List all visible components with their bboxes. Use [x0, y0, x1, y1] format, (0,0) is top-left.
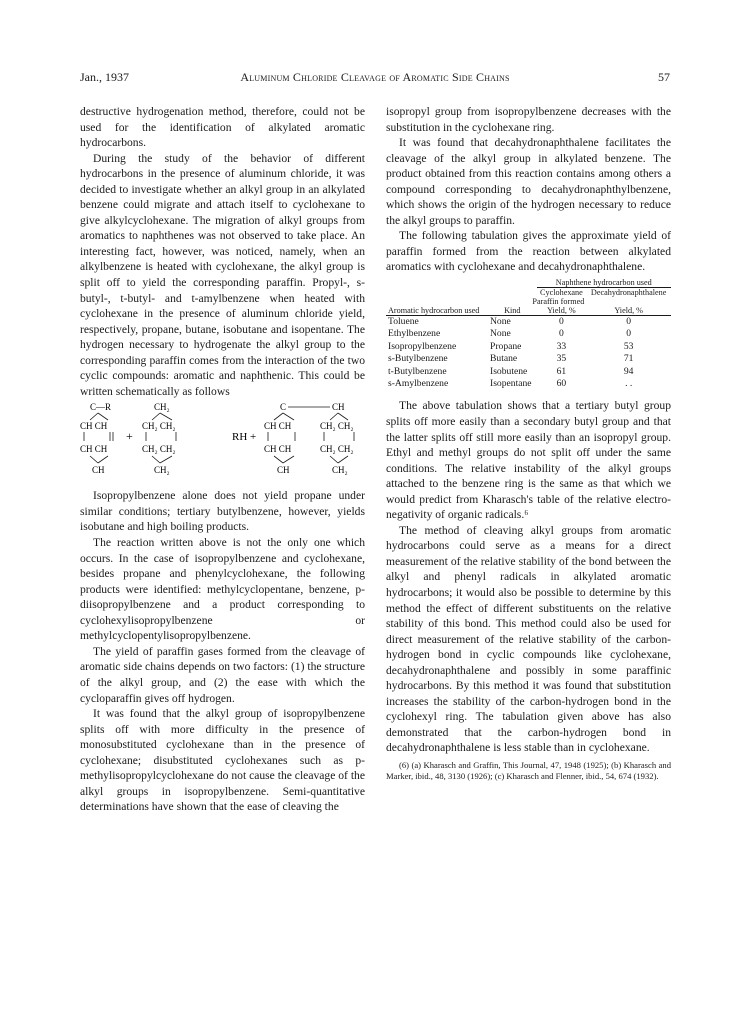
header-date: Jan., 1937: [80, 70, 129, 84]
table-body: [386, 316, 671, 391]
table-cell-kind: None: [490, 316, 511, 328]
plus-sign: +: [126, 429, 133, 444]
scheme-label: CH CH: [80, 421, 108, 432]
table-cell-yield-cyclohexane: 35: [556, 353, 567, 365]
scheme-label: C: [280, 402, 287, 413]
table-row: [386, 366, 671, 378]
bond-line: [90, 456, 98, 463]
benzene-ring: [80, 402, 113, 475]
bond-line: [283, 413, 294, 420]
table-cell-kind: Isobutene: [490, 365, 528, 377]
table-row: [386, 341, 671, 353]
table-header-aromatic: Aromatic hydrocarbon used: [388, 306, 480, 316]
table-header-paraffin: Paraffin formed: [532, 297, 585, 307]
footnotes: [386, 760, 671, 782]
scheme-label: CH₂: [332, 465, 348, 476]
table-row: [386, 353, 671, 365]
phenyl-ring: [264, 402, 330, 475]
table-cell-aromatic: Toluene: [388, 316, 419, 328]
header-running-title: Aluminum Chloride Cleavage of Aromatic Side Chains: [240, 70, 510, 84]
table-header-kind: Kind: [504, 306, 521, 316]
bond-line: [98, 456, 108, 463]
table-cell-yield-decahydronaphthalene: 71: [623, 353, 634, 365]
bond-line: [338, 413, 348, 420]
bond-line: [283, 456, 294, 463]
bond-line: [90, 413, 98, 420]
left-column: [80, 104, 365, 815]
scheme-label: CH CH: [264, 421, 292, 432]
table-cell-kind: Propane: [490, 340, 522, 352]
table-row: [386, 378, 671, 390]
paragraph: The above tabulation shows that a tertiary butyl group splits off more easily than a secondary butyl group and that the latter splits off still more easily than an isopropyl group. Ethyl and methyl groups do not split off under the same conditions. The relative instability of the alkyl groups attached to the benzene ring is the same as that which we would predict from Kharasch's table of the relative electro-negativity of organic radicals.⁶: [386, 399, 671, 522]
scheme-label: CH: [92, 465, 105, 476]
table-cell-aromatic: s-Butylbenzene: [388, 353, 448, 365]
scheme-label: CH CH: [264, 444, 292, 455]
paragraph: Isopropylbenzene alone does not yield propane under similar conditions; tertiary butylbenzene, however, yields isobutane and high boiling products.: [80, 489, 365, 534]
table-cell-aromatic: s-Amylbenzene: [388, 378, 449, 390]
scheme-label: CH CH: [80, 444, 108, 455]
cyclohexyl-ring: [320, 402, 354, 475]
bond-line: [160, 413, 172, 420]
reaction-scheme-diagram: [80, 400, 365, 482]
table-cell-yield-cyclohexane: 60: [556, 378, 567, 390]
bond-line: [152, 413, 160, 420]
bond-line: [160, 456, 172, 463]
paragraph: isopropyl group from isopropylbenzene decreases with the substitution in the cyclohexane ring.: [386, 105, 671, 134]
paragraph: It was found that decahydronaphthalene facilitates the cleavage of the alkyl group in alkylated benzene. The product obtained from this reaction contains among others a compound corresponding to decahydronaphthylbenzene, which shows the origin of the hydrogen necessary to reduce the alkyl groups to paraffin.: [386, 136, 671, 227]
bond-line: [274, 413, 283, 420]
table-cell-aromatic: t-Butylbenzene: [388, 365, 447, 377]
cyclohexane-ring: [142, 402, 176, 475]
table-cell-yield-decahydronaphthalene: 94: [623, 365, 634, 377]
table-row: [386, 316, 671, 329]
footnote: (6) (a) Kharasch and Graffin, This Journal, 47, 1948 (1925); (b) Kharasch and Marker, ibid., 48, 3130 (1926); (c) Kharasch and Flenner, ibid., 54, 674 (1932).: [386, 760, 671, 782]
paragraph: During the study of the behavior of different hydrocarbons in the presence of aluminum chloride, it was decided to investigate whether an alkyl group in an alkylated benzene could migrate and attach itself to cyclohexane to give alkylcyclohexane. The migration of alkyl groups from aromatics to naphthenes was not observed to take place. An interesting fact, however, was noticed, namely, when an alkylbenzene is heated with cyclohexane, the alkyl group is split off to yield the corresponding paraffin. Propyl-, s-butyl-, t-butyl- and t-amylbenzene when heated with cyclohexane in the presence of aluminum chloride yield, respectively, propane, butane, isobutane and isopentane. The hydrogen necessary to hydrogenate the alkyl group to the corresponding paraffin comes from the interaction of the two cyclic compounds: aromatic and naphthenic. This could be written schematically as follows: [80, 151, 365, 398]
paragraph: It was found that the alkyl group of isopropylbenzene splits off with more difficulty in the presence of monosubstituted cyclohexane than in the presence of cyclohexane; disubstituted cyclohexanes such as p-methylisopropylcyclohexane do not cause the cleavage of the alkyl groups in isopropylbenzene. Semi-quantitative determinations have shown that the ease of cleaving the: [80, 707, 365, 814]
table-cell-yield-decahydronaphthalene: . .: [625, 378, 633, 390]
header-page-number: 57: [658, 70, 670, 84]
table-cell-yield-decahydronaphthalene: 0: [626, 328, 632, 340]
bond-line: [338, 456, 348, 463]
product-rh: RH +: [232, 431, 257, 444]
table-header-decahydronaphthalene: Decahydronaphthalene: [590, 288, 667, 298]
table-cell-kind: Isopentane: [490, 378, 532, 390]
table-cell-yield-cyclohexane: 0: [559, 316, 564, 328]
table-cell-yield-decahydronaphthalene: 0: [626, 316, 632, 328]
scheme-label: C—R: [90, 402, 112, 413]
bond-line: [98, 413, 108, 420]
paragraph: The yield of paraffin gases formed from the cleavage of aromatic side chains depends on two factors: (1) the structure of the alkyl group, and (2) the ease with which the cycloparaffin gives off hydrogen.: [80, 644, 365, 705]
table-cell-kind: None: [490, 328, 511, 340]
bond-line: [152, 456, 160, 463]
bond-line: [330, 413, 338, 420]
scheme-label: CH₂ CH₂: [142, 444, 176, 455]
paragraph: The reaction written above is not the only one which occurs. In the case of isopropylbenzene and cyclohexane, besides propane and phenylcyclohexane, the following products were identified: methylcyclopentane, benzene, p-diisopropylbenzene and a product corresponding to cyclohexylisopropylbenzene or methylcyclopentylisopropylbenzene.: [80, 536, 365, 643]
right-column: [386, 104, 671, 782]
scheme-label: CH₂ CH₂: [320, 421, 354, 432]
scheme-label: CH₂ CH₂: [320, 444, 354, 455]
table-header-group: Naphthene hydrocarbon used: [537, 278, 671, 288]
reaction-scheme: [80, 400, 365, 482]
yield-table: [386, 278, 671, 390]
scheme-label: CH: [277, 465, 290, 476]
paragraph: The method of cleaving alkyl groups from aromatic hydrocarbons could serve as a means for a direct measurement of the relative stability of the bond between the alkyl and phenyl radicals in alkylated aromatic hydrocarbons; it would also be possible to determine by this method the effect of different substituents on the relative stability of this bond. This method could also be used for direct measurement of the relative stability of the carbon-hydrogen bond in cyclic compounds like cyclohexane, decahydronaphthalene and possibly in some paraffinic hydrocarbons. By this method it was found that substitution increases the stability of the carbon-hydrogen bond in the cyclohexyl ring. The tabulation given above has also demonstrated that the carbon-hydrogen bond in decahydronaphthalene is less stable than in cyclohexane.: [386, 523, 671, 755]
bond-line: [274, 456, 283, 463]
scheme-label: CH₂: [154, 465, 170, 476]
paragraph: destructive hydrogenation method, therefore, could not be used for the identification of alkylated aromatic hydrocarbons.: [80, 105, 365, 150]
table-cell-aromatic: Isopropylbenzene: [388, 340, 457, 352]
table-cell-kind: Butane: [490, 353, 518, 365]
table-cell-aromatic: Ethylbenzene: [388, 328, 441, 340]
page-header: [80, 70, 670, 88]
scheme-label: CH₂ CH₂: [142, 421, 176, 432]
paragraph: The following tabulation gives the approximate yield of paraffin formed from the reaction between alkylated aromatics with cyclohexane and decahydronaphthalene.: [386, 229, 671, 274]
table-header-yield-1: Yield, %: [547, 306, 576, 316]
scheme-label: CH: [332, 402, 345, 413]
table-cell-yield-cyclohexane: 0: [559, 328, 564, 340]
table-cell-yield-decahydronaphthalene: 53: [623, 340, 634, 352]
table-header-cyclohexane: Cyclohexane: [540, 288, 583, 298]
table-cell-yield-cyclohexane: 33: [556, 340, 567, 352]
table-header-yield-2: Yield, %: [614, 306, 643, 316]
table-row: [386, 328, 671, 340]
table-cell-yield-cyclohexane: 61: [556, 365, 567, 377]
bond-line: [330, 456, 338, 463]
scheme-label: CH₂: [154, 402, 170, 413]
